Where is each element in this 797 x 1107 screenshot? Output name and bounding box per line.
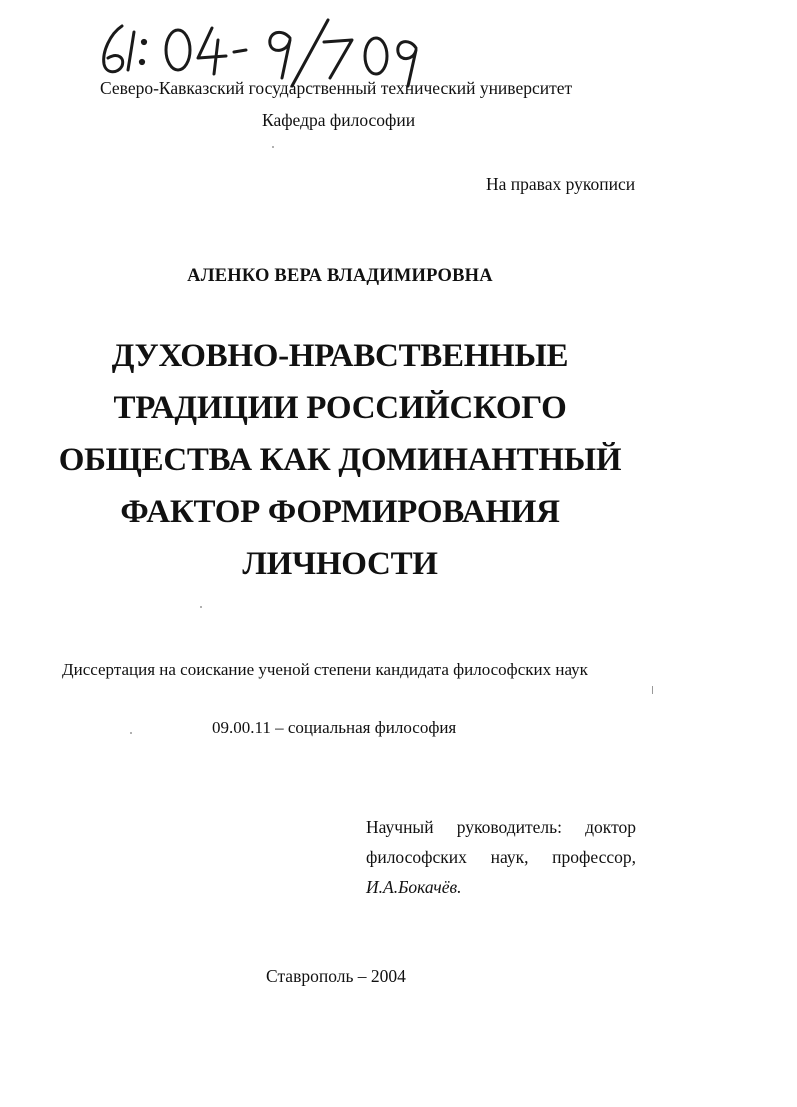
title-line: ДУХОВНО-НРАВСТВЕННЫЕ	[111, 338, 569, 374]
advisor-line	[366, 842, 636, 872]
title-line: ТРАДИЦИИ РОССИЙСКОГО	[113, 390, 567, 426]
degree-statement: Диссертация на соискание ученой степени кандидата философских наук	[62, 660, 588, 679]
specialty-code: 09.00.11 – социальная философия	[212, 718, 457, 737]
advisor-word: Научный	[366, 817, 434, 837]
scan-speck	[272, 146, 274, 148]
department-name: Кафедра философии	[262, 110, 416, 130]
advisor-name: И.А.Бокачёв.	[366, 877, 462, 897]
advisor-word: наук,	[490, 847, 529, 867]
university-name: Северо-Кавказский государственный технический университет	[100, 78, 573, 98]
city-and-year: Ставрополь – 2004	[266, 966, 406, 986]
advisor-word: профессор,	[552, 847, 636, 867]
title-line: ЛИЧНОСТИ	[242, 546, 438, 582]
scientific-advisor	[366, 812, 636, 902]
scan-speck	[652, 686, 653, 694]
dissertation-title	[40, 330, 640, 590]
title-line: ФАКТОР ФОРМИРОВАНИЯ	[120, 494, 560, 530]
advisor-line	[366, 812, 636, 842]
advisor-word: доктор	[585, 817, 636, 837]
title-line: ОБЩЕСТВА КАК ДОМИНАНТНЫЙ	[58, 442, 622, 478]
advisor-word: философских	[366, 847, 467, 867]
scan-speck	[200, 606, 202, 608]
manuscript-rights-note: На правах рукописи	[486, 174, 636, 194]
advisor-word: руководитель:	[456, 817, 562, 837]
scan-speck	[130, 732, 132, 734]
author-name: АЛЕНКО ВЕРА ВЛАДИМИРОВНА	[187, 266, 493, 286]
